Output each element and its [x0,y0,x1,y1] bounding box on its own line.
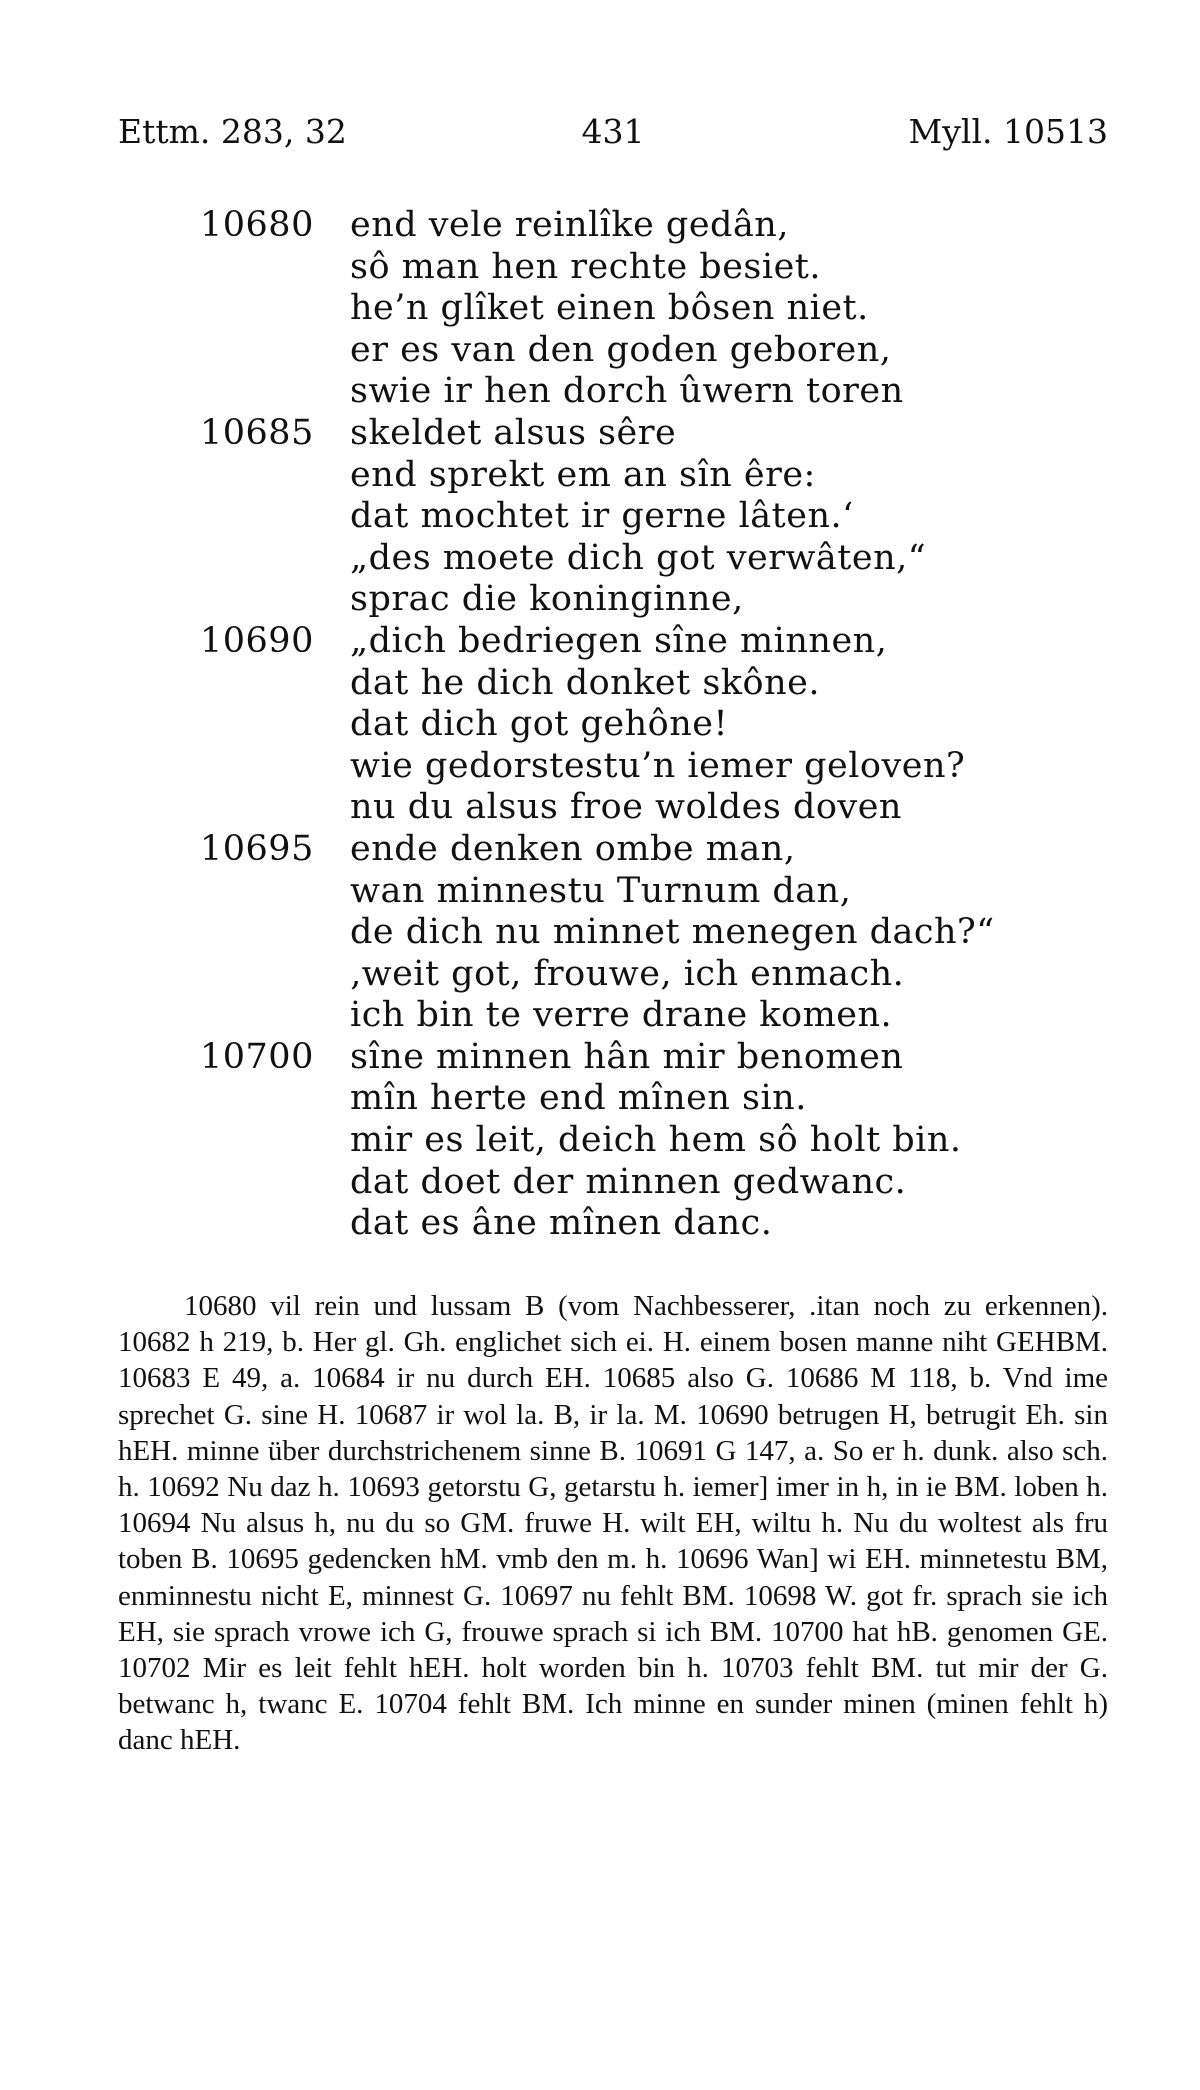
running-header [118,112,1108,158]
verse-number: 10680 [200,205,314,245]
verse-number: 10690 [200,620,314,661]
verse-line [0,995,1200,1037]
verse-text: wie gedorstestu’n iemer geloven? [350,745,966,786]
verse-line [0,455,1200,497]
verse-text: dat mochtet ir gerne lâten.‘ [350,496,854,537]
verse-text: „dich bedriegen sîne minnen, [350,620,888,661]
verse-line [0,621,1200,663]
verse-line [0,871,1200,913]
verse-text: wan minnestu Turnum dan, [350,870,852,911]
verse-line [0,912,1200,954]
verse-text: mir es leit, deich hem sô holt bin. [350,1120,962,1161]
verse-text: mîn herte end mînen sin. [350,1078,807,1119]
verse-line [0,288,1200,330]
verse-line [0,413,1200,455]
critical-apparatus [118,1288,1108,1759]
verse-number: 10695 [200,828,314,869]
verse-number: 10700 [200,1036,314,1077]
verse-line [0,746,1200,788]
verse-text: ‚weit got, frouwe, ich enmach. [350,953,905,994]
verse-number: 10685 [200,412,314,453]
verse-line [0,205,1200,247]
verse-text: de dich nu minnet menegen dach?“ [350,912,995,953]
verse-text: end sprekt em an sîn êre: [350,454,816,495]
verse-text: sô man hen rechte besiet. [350,246,821,287]
apparatus-text: 10680 vil rein und lussam B (vom Nachbesserer, .itan noch zu erkennen). 10682 h 219, b. Her gl. Gh. englichet sich ei. H. einem bosen manne niht GEHBM. 10683 E 49, a. 10684 ir nu durch EH. 10685 also G. 10686 M 118, b. Vnd ime sprechet G. sine H. 10687 ir wol la. B, ir la. M. 10690 betrugen H, betrugit Eh. sin hEH. minne über durchstrichenem sinne B. 10691 G 147, a. So er h. dunk. also sch. h. 10692 Nu daz h. 10693 getorstu G, getarstu h. iemer] imer in h, in ie BM. loben h. 10694 Nu alsus h, nu du so GM. fruwe H. wilt EH, wiltu h. Nu du woltest als fru toben B. 10695 gedencken hM. vmb den m. h. 10696 Wan] wi EH. minnetestu BM, enminnestu nicht E, minnest G. 10697 nu fehlt BM. 10698 W. got fr. sprach sie ich EH, sie sprach vrowe ich G, frouwe sprach si ich BM. 10700 hat hB. genomen GE. 10702 Mir es leit fehlt hEH. holt worden bin h. 10703 fehlt BM. tut mir der G. betwanc h, twanc E. 10704 fehlt BM. Ich minne en sunder minen (minen fehlt h) danc hEH. [118,1290,1108,1757]
verse-text: sprac die koninginne, [350,579,744,620]
verse-line [0,496,1200,538]
verse-text: ende denken ombe man, [350,828,796,869]
verse-text: er es van den goden geboren, [350,329,892,370]
verse-line [0,330,1200,372]
page-number: 431 [581,112,645,151]
verse-text: dat dich got gehône! [350,704,729,745]
verse-block [0,205,1200,1245]
verse-text: dat doet der minnen gedwanc. [350,1161,907,1202]
verse-line [0,579,1200,621]
verse-line [0,663,1200,705]
verse-text: dat he dich donket skône. [350,662,820,703]
verse-line [0,247,1200,289]
verse-line [0,538,1200,580]
verse-line [0,704,1200,746]
verse-text: „des moete dich got verwâten,“ [350,537,927,578]
verse-line [0,1203,1200,1245]
verse-text: end vele reinlîke gedân, [350,205,789,245]
verse-text: he’n glîket einen bôsen niet. [350,288,869,329]
verse-text: nu du alsus froe woldes doven [350,787,902,828]
verse-text: swie ir hen dorch ûwern toren [350,371,904,412]
header-left-reference: Ettm. 283, 32 [118,112,347,151]
verse-line [0,1120,1200,1162]
verse-text: skeldet alsus sêre [350,412,677,453]
verse-line [0,954,1200,996]
verse-line [0,371,1200,413]
verse-text: dat es âne mînen danc. [350,1203,773,1244]
verse-line [0,829,1200,871]
verse-line [0,1162,1200,1204]
verse-text: ich bin te verre drane komen. [350,995,893,1036]
verse-line [0,787,1200,829]
verse-text: sîne minnen hân mir benomen [350,1036,904,1077]
header-right-reference: Myll. 10513 [908,112,1108,151]
verse-line [0,1078,1200,1120]
verse-line [0,1037,1200,1079]
